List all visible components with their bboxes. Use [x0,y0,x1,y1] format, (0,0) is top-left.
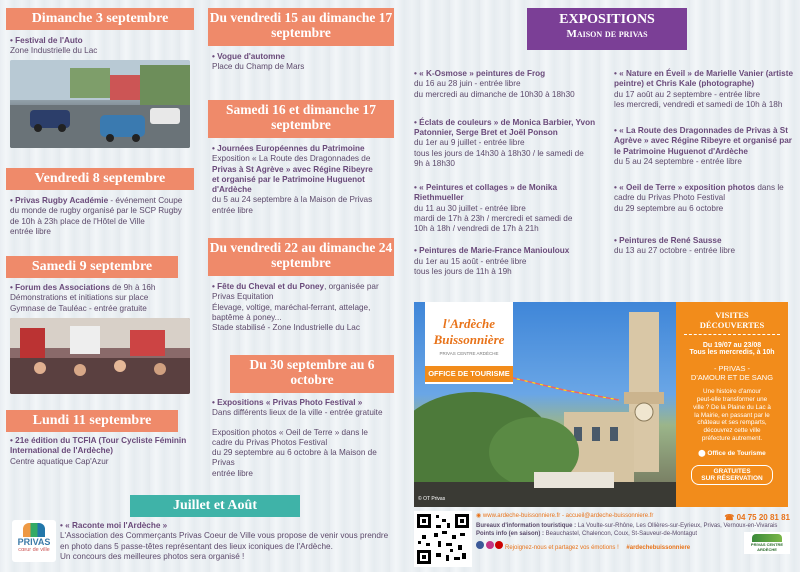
expo-item-line: mardi de 17h à 23h / mercredi et samedi de [414,213,573,223]
summer-header: Juillet et Août [130,495,300,517]
event-title: • Expositions « Privas Photo Festival » [212,398,396,408]
phone-text: 04 75 20 81 81 [736,513,790,522]
expo-right-list [614,69,796,256]
visits-desc-line: Une histoire d'amour [703,388,761,395]
event-rugby [10,196,195,237]
event-line: entrée libre [10,226,51,236]
youtube-icon[interactable] [495,541,503,549]
logo-line2: Buissonnière [433,332,505,347]
expo-item-line: du 13 au 27 octobre - entrée libre [614,246,736,255]
event-line: de 10h à 23h place de l'Hôtel de Ville [10,216,145,226]
event-festival-auto [10,36,195,57]
date-header-16-17: Samedi 16 et dimanche 17 septembre [208,100,394,138]
website-text: www.ardeche-buissonniere.fr - accueil@ardeche-buissonniere.fr [482,513,654,519]
event-raconte [60,521,405,562]
event-line: et organisé par le Patrimoine Huguenot [212,174,365,184]
expo-item-line: du 17 août au 2 septembre - entrée libre [614,89,761,99]
event-tcfia [10,436,195,467]
expo-item-line: du 1er au 15 août - entrée libre [414,256,527,266]
date-header-22-24: Du vendredi 22 au dimanche 24 septembre [208,238,394,276]
expo-item-title: • « Peintures et collages » de Monika Riethmueller [414,183,596,204]
event-title: • Vogue d'automne [212,52,397,62]
date-header-30-6: Du 30 septembre au 6 octobre [230,355,394,393]
expo-item-title: • Peintures de Marie-France Maniouloux [414,246,596,256]
expo-item-line: dans le [757,183,784,192]
event-line: Zone Industrielle du Lac [10,46,98,56]
event-line: baptême à poney... [212,312,282,322]
website-link[interactable] [476,513,653,523]
expo-item [414,69,596,100]
partner-emblem-icon [752,534,782,542]
event-line: du 5 au 24 septembre à la Maison de Privas [212,195,373,205]
expo-item-title: • « Oeil de Terre » exposition photos [614,183,755,192]
event-photo-festival [212,398,396,479]
event-line: Démonstrations et initiations sur place [10,293,149,303]
visits-when: Tous les mercredis, à 10h [689,349,775,356]
bureaux-text: La Voulte-sur-Rhône, Les Ollières-sur-Eyrieux, Privas, Vernoux-en-Vivarais [576,523,778,530]
event-title: • Journées Européennes du Patrimoine [212,144,394,154]
visits-place-text: Office de Tourisme [707,450,766,458]
event-line: d'Ardèche [212,185,252,194]
expo-item-line: du mercredi au dimanche de 10h30 à 18h30 [414,89,575,99]
visits-desc-line: la Mairie, en passant par le [694,411,770,419]
event-line: Exposition « La Route des Dragonnades de [212,154,371,164]
event-line: entrée libre [212,205,253,215]
partner-logo-text: PRIVAS CENTRE ARDÈCHE [750,542,784,552]
event-line: , organisée par [324,282,379,291]
visits-desc-line: préfecture autrement. [701,435,763,443]
points-label: Points info (en saison) : [476,531,545,538]
event-line: Place du Champ de Mars [212,62,305,72]
event-line: L'Association des Commerçants Privas Coeur de Ville vous propose de venir vous prendre [60,531,389,541]
privas-logo [12,520,56,562]
event-line: Centre aquatique Cap'Azur [10,456,109,466]
logo-line1: l'Ardèche [443,316,495,331]
date-header-samedi-9: Samedi 9 septembre [6,256,178,278]
bureaux-label: Bureaux d'information touristique : [476,523,577,530]
phone-number[interactable] [724,513,790,523]
event-line: Privas Equitation [212,292,274,302]
visits-place [676,449,788,457]
expo-item [614,69,796,110]
visits-desc-line: ville ? De la Plaine du Lac à [693,403,771,411]
photo-forum [10,318,190,394]
event-line: entrée libre [212,468,253,478]
date-header-vendredi-8: Vendredi 8 septembre [6,168,194,190]
event-line: Dans différents lieux de la ville - entrée gratuite [212,408,383,418]
visits-name2: D'AMOUR ET DE SANG [690,373,774,382]
expo-item-line: 10h à 18h / vendredi de 17h à 21h [414,224,539,233]
hashtag: #ardechebuissonniere [626,544,691,551]
date-header-15-17: Du vendredi 15 au dimanche 17 septembre [208,8,394,46]
expo-item-line: du 5 au 24 septembre - entrée libre [614,156,742,166]
event-title: • « Raconte moi l'Ardèche » [60,521,405,531]
expo-item [614,183,796,214]
qr-code [414,511,472,567]
office-banner: OFFICE DE TOURISME [425,366,513,382]
event-line: Gymnase de Tauléac - entrée gratuite [10,303,147,313]
privas-logo-sub: cœur de ville [18,547,50,553]
visits-free-line: SUR RÉSERVATION [701,475,763,483]
expo-item-title: • « La Route des Dragonnades de Privas à St Agrève » avec Régine Ribeyre et organisé par le Patrimoine Huguenot d'Ardèche [614,126,796,157]
social-text: Rejoignez-nous et partagez vos émotions ! [505,544,619,551]
facebook-icon[interactable] [476,541,484,549]
expo-title: EXPOSITIONS [559,12,655,27]
event-line: Un concours des meilleures photos sera organisé ! [60,551,245,561]
event-patrimoine [212,144,394,216]
event-line: Élevage, voltige, maréchal-ferrant, attelage, [212,302,371,312]
visits-desc-line: découvrez cette ville [703,427,761,435]
phone-icon: ☎ [724,513,735,522]
expo-item-title: • « Nature en Éveil » de Marielle Vanier (artiste peintre) et Chris Kale (photographe) [614,69,796,90]
visits-desc-line: peut-elle transformer une [696,395,768,403]
forum-illustration [10,318,190,394]
visits-desc-line: château et ses remparts, [697,419,767,427]
spacer [212,419,396,428]
date-header-lundi-11: Lundi 11 septembre [6,410,178,432]
event-title: • Festival de l'Auto [10,36,195,46]
visits-free-line: GRATUITES [713,468,751,476]
event-line: Exposition photos « Oeil de Terre » dans le [212,427,368,437]
expo-subtitle: Maison de privas [566,28,648,40]
globe-icon: ◉ [476,513,482,519]
visits-desc [676,388,788,443]
event-title: • 21e édition du TCFIA (Tour Cycliste Féminin International de l'Ardèche) [10,436,195,457]
qr-code-icon [414,511,472,567]
event-cheval [212,282,394,333]
expo-item [414,183,596,234]
event-line: - événement Coupe [110,196,183,205]
event-line: Stade stabilisé - Zone Industrielle du Lac [212,323,360,332]
event-title: • Forum des Associations [10,283,110,292]
expo-item-line: les mercredi, vendredi et samedi de 10h à 18h [614,99,783,109]
expo-item-title: • « K-Osmose » peintures de Frog [414,69,596,79]
expo-item [614,236,796,257]
visites-panel [676,302,788,507]
event-title: • Privas Rugby Académie [10,196,108,205]
expo-item-line: du 1er au 9 juillet - entrée libre [414,138,525,148]
expo-item-line: du 11 au 30 juillet - entrée libre [414,203,526,213]
logo-sub: PRIVAS CENTRE ARDÈCHE [439,351,499,356]
event-line: du 29 septembre au 6 octobre à la Maison de Privas [212,448,377,468]
visits-name1: - PRIVAS - [713,364,751,373]
date-header-dimanche-3: Dimanche 3 septembre [6,8,194,30]
expo-item-title: • Peintures de René Sausse [614,236,796,246]
expo-item-line: 9h à 18h30 [414,158,455,168]
privas-logo-text: PRIVAS [17,537,51,547]
expo-left-list [414,69,596,277]
expo-item-line: cadre du Privas Photo Festival [614,193,726,203]
event-line: du monde de rugby organisé par le SCP Rugby [10,206,182,216]
event-line: cadre du Privas Photos Festival [212,437,328,447]
cars-illustration [10,60,190,148]
event-line: en photo dans 5 passe-têtes représentant des lieux iconiques de l'Ardèche. [60,541,333,551]
visits-dates: Du 19/07 au 23/08 [702,342,762,349]
expo-item-title: • Éclats de couleurs » de Monica Barbier, Yvon Patonnier, Serge Bret et Joël Ponson [414,118,596,139]
privas-emblem-icon [23,523,45,537]
event-vogue [212,52,397,73]
visits-title: VISITES DÉCOUVERTES [684,310,780,335]
expo-item-line: tous les jours de 14h30 à 18h30 / le samedi de [414,148,584,158]
event-line: de 9h à 16h [112,283,156,292]
location-pin-icon: ⬤ [698,450,706,458]
event-title: • Fête du Cheval et du Poney [212,282,324,291]
expo-item-line: du 29 septembre au 6 octobre [614,203,724,213]
expo-item-line: tous les jours de 11h à 19h [414,266,512,276]
visits-free-badge [691,465,773,485]
expo-item-line: du 16 au 28 juin - entrée libre [414,79,521,89]
photo-festival-auto [10,60,190,148]
points-text: Beauchastel, Chalencon, Coux, St-Sauveur-de-Montagut [544,531,698,538]
photo-credit: © OT Privas [418,496,446,502]
event-line: Privas à St Agrève » avec Régine Ribeyre [212,164,373,174]
expo-item [614,126,796,167]
expo-item [414,246,596,277]
event-forum [10,283,195,314]
expo-header [527,8,687,50]
expo-item [414,118,596,169]
instagram-icon[interactable] [486,541,494,549]
partner-logo [744,532,790,554]
